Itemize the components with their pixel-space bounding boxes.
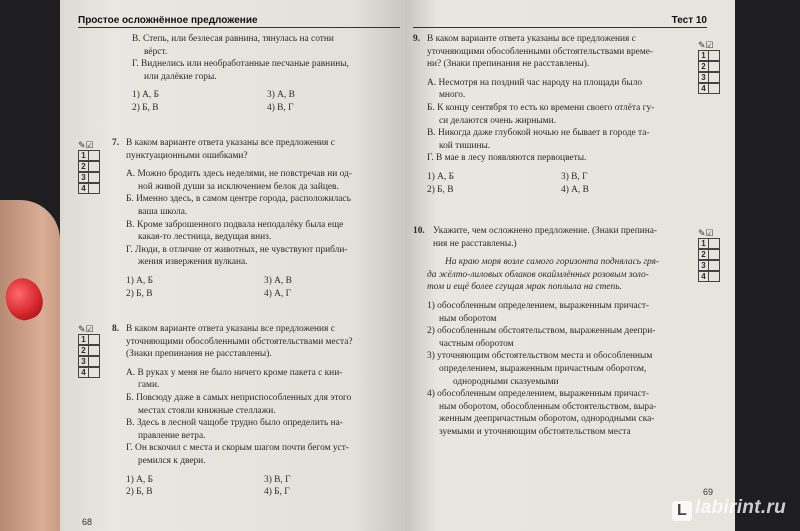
hand [0,200,60,531]
answer-number: 2 [698,61,709,72]
question-line: ния не расставлены.) [433,238,517,249]
answer-number: 4 [78,367,89,378]
answer-number: 4 [698,271,709,282]
option-line: ваша школа. [138,206,188,217]
answer-number: 2 [78,345,89,356]
pencil-check-icon: ✎☑ [698,228,714,238]
option-line: 2) обособленным обстоятельством, выраженным деепри- [427,326,656,337]
answer-option[interactable]: 3) А, В [264,275,292,286]
question-line: В каком варианте ответа указаны все предложения с [427,34,636,44]
answer-number: 1 [78,150,89,161]
page-number: 68 [82,517,93,527]
option-line: местах стояли книжные стеллажи. [138,405,276,416]
question-line: (Знаки препинания не расставлены). [126,349,272,360]
question-number: 10. [413,226,425,236]
option-line: В. Кроме заброшенного подвала неподалёку была еще [126,219,344,230]
watermark-text: labirint.ru [695,497,786,518]
question-line: уточняющими обособленными обстоятельствами време- [427,46,654,57]
answer-cell[interactable] [709,61,720,72]
option-line: однородными сказуемыми [453,376,559,387]
option-line: зуемыми и уточняющим обстоятельством места [439,426,631,437]
answer-options [112,474,402,499]
option-line: А. Можно бродить здесь неделями, не повстречав ни од- [126,169,352,180]
answer-cell[interactable] [709,260,720,271]
answer-cell[interactable] [89,345,100,356]
question-line: В каком варианте ответа указаны все предложения с [126,138,335,148]
option-line: частным оборотом [439,338,514,349]
answer-cell[interactable] [89,367,100,378]
answer-option[interactable]: 1) А, Б [132,90,159,101]
option-line: Б. Повсюду даже в самых неприспособленных для этого [126,392,352,403]
option-line: Б. Именно здесь, в самом центре города, расположилась [126,194,351,205]
prev-question-tail [118,33,402,115]
option-line: Г. Люди, в отличие от животных, не чувствуют прибли- [126,244,348,255]
question-9 [413,33,695,196]
answer-cell[interactable] [709,238,720,249]
labirint-logo-icon: L [672,501,692,521]
answer-option[interactable]: 3) В, Г [264,474,291,485]
answer-cell[interactable] [709,83,720,94]
answer-number: 1 [698,50,709,61]
question-line: пунктуационными ошибками? [126,150,248,161]
option-line: Г. Он вскочил с места и скорым шагом почти бегом уст- [126,443,349,454]
answer-cell[interactable] [89,334,100,345]
answer-cell[interactable] [709,72,720,83]
option-line: женным деепричастным оборотом, однородными ска- [439,414,655,425]
answer-options [413,171,695,196]
answer-number: 2 [78,161,89,172]
answer-number: 1 [698,238,709,249]
option-line: определением, выраженным причастным оборотом, [439,363,647,374]
option-line: Г. В мае в лесу появляются первоцветы. [427,153,587,164]
option-line: ной живой души за исключением белок да зайцев. [138,181,339,192]
answer-cell[interactable] [709,271,720,282]
right-page-header: Тест 10 [413,14,707,28]
answer-option[interactable]: 2) Б, В [126,487,153,498]
answer-cell[interactable] [89,183,100,194]
question-line: ни? (Знаки препинания не расставлены). [427,59,590,70]
pencil-check-icon: ✎☑ [78,140,94,150]
answer-option[interactable]: 4) А, Г [264,288,292,299]
question-line: В каком варианте ответа указаны все предложения с [126,324,335,334]
question-8 [112,323,402,499]
quote-line: На краю моря возле самого горизонта поднялась гря- [445,257,660,268]
answer-cell[interactable] [709,50,720,61]
option-line: Б. К концу сентября то есть ко времени своего отлёта гу- [427,102,655,113]
answer-box-q9 [698,40,724,94]
question-line: уточняющими обособленными обстоятельствами места? [126,336,353,347]
answer-number: 3 [698,72,709,83]
answer-option[interactable]: 4) Б, Г [264,487,290,498]
answer-option[interactable]: 3) В, Г [561,171,588,182]
page-number: 69 [702,487,713,497]
option-line: много. [439,90,466,101]
answer-number: 3 [698,260,709,271]
answer-option[interactable]: 4) В, Г [267,102,294,113]
option-line: А. Несмотря на поздний час народу на площади было [427,77,643,88]
answer-box-q7 [78,140,104,194]
left-page-header: Простое осложнённое предложение [78,14,400,28]
option-line: А. В руках у меня не было ничего кроме пакета с кни- [126,367,343,378]
answer-option[interactable]: 4) А, В [561,184,589,195]
option-line: жения извержения вулкана. [138,257,248,268]
quote-line: да жёлто-лиловых облаков окаймлённых розовым золо- [427,269,649,280]
answer-option[interactable]: 1) А, Б [126,474,153,485]
option-line: ным оборотом, обособленным обстоятельством, выра- [439,401,657,412]
answer-box-q10 [698,228,724,282]
answer-option[interactable]: 1) А, Б [427,171,454,182]
answer-options [118,89,402,114]
answer-box-q8 [78,324,104,378]
question-10 [413,225,695,439]
option-line: Г. Виднелись или необработанные песчаные равнины, [132,59,349,70]
answer-option[interactable]: 2) Б, В [427,184,454,195]
option-line: В. Здесь в лесной чащобе трудно было определить на- [126,418,343,429]
question-7 [112,137,402,300]
option-line: 1) обособленным определением, выраженным причаст- [427,300,650,311]
option-line: или далёкие горы. [144,71,217,82]
option-line: ным оборотом [439,313,497,324]
option-line: вёрст. [144,46,168,57]
question-number: 9. [413,34,421,44]
question-line: Укажите, чем осложнено предложение. (Знаки препина- [433,226,658,236]
pencil-check-icon: ✎☑ [78,324,94,334]
answer-number: 3 [78,172,89,183]
answer-number: 1 [78,334,89,345]
option-line: В. Степь, или безлесая равнина, тянулась на сотни [132,34,334,44]
question-number: 8. [112,324,120,334]
option-line: В. Никогда даже глубокой ночью не бывает в городе та- [427,128,650,139]
answer-option[interactable]: 2) Б, В [132,102,159,113]
option-line: гами. [138,380,160,391]
answer-cell[interactable] [709,249,720,260]
answer-cell[interactable] [89,172,100,183]
option-line: правление ветра. [138,430,206,441]
option-line: 3) уточняющим обстоятельством места и обособленным [427,351,653,362]
answer-number: 4 [78,183,89,194]
left-page [60,0,405,531]
answer-option[interactable]: 3) А, В [267,90,295,101]
option-line: 4) обособленным определением, выраженным причаст- [427,389,650,400]
right-page [405,0,735,531]
answer-number: 2 [698,249,709,260]
quote-line: том и ещё более сгущая мрак поплыла на степь. [427,282,622,293]
option-line: ремился к двери. [138,455,206,466]
answer-option[interactable]: 1) А, Б [126,275,153,286]
option-line: си делаются очень жирными. [439,115,556,126]
answer-cell[interactable] [89,161,100,172]
answer-number: 3 [78,356,89,367]
option-line: кой тишины. [439,140,491,151]
answer-number: 4 [698,83,709,94]
answer-option[interactable]: 2) Б, В [126,288,153,299]
answer-options [112,275,402,300]
option-line: какая-то лестница, ведущая вниз. [138,232,272,243]
pencil-check-icon: ✎☑ [698,40,714,50]
question-number: 7. [112,138,120,148]
answer-cell[interactable] [89,150,100,161]
watermark [672,497,786,521]
answer-cell[interactable] [89,356,100,367]
